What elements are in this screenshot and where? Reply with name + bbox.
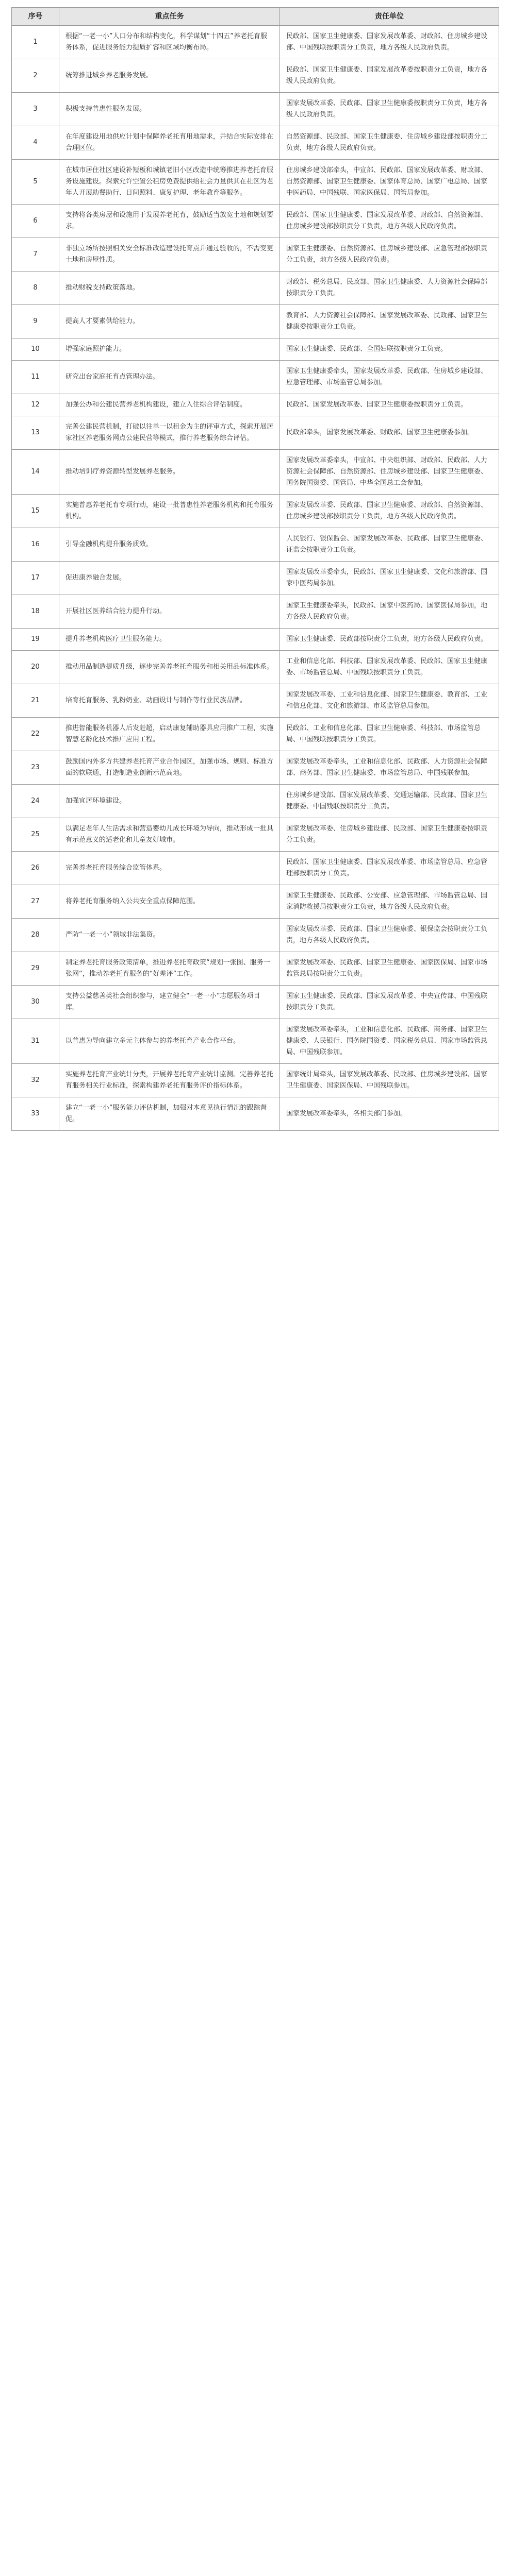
row-task: 完善公建民营机制，打破以往单一以租金为主的评审方式，探索开展居家社区养老服务网点公建民营等模式，推行养老服务综合评估。 xyxy=(59,416,280,450)
table-row xyxy=(12,394,499,416)
row-task: 研究出台家庭托育点管理办法。 xyxy=(59,361,280,394)
table-body xyxy=(12,26,499,1131)
table-row xyxy=(12,751,499,785)
row-unit: 民政部、国家卫生健康委、国家发展改革委、财政部、住房城乡建设部、中国残联按职责分工负责，地方各级人民政府负责。 xyxy=(280,26,499,59)
row-task: 实施普惠养老托育专项行动，建设一批普惠性养老服务机构和托育服务机构。 xyxy=(59,495,280,528)
table-row xyxy=(12,528,499,562)
table-row xyxy=(12,919,499,952)
row-num: 31 xyxy=(12,1019,59,1064)
row-num: 19 xyxy=(12,629,59,651)
row-task: 开展社区医养结合能力提升行动。 xyxy=(59,595,280,629)
row-task: 促进康养融合发展。 xyxy=(59,562,280,595)
row-num: 28 xyxy=(12,919,59,952)
row-unit: 国家卫生健康委、民政部、全国妇联按职责分工负责。 xyxy=(280,338,499,361)
table-row xyxy=(12,651,499,684)
row-task: 加强公办和公建民营养老机构建设，建立入住综合评估制度。 xyxy=(59,394,280,416)
tasks-table xyxy=(11,7,499,1131)
row-task: 提高人才要素供给能力。 xyxy=(59,305,280,338)
table-row xyxy=(12,26,499,59)
row-num: 32 xyxy=(12,1064,59,1097)
table-row xyxy=(12,238,499,272)
row-unit: 国家发展改革委、工业和信息化部、国家卫生健康委、教育部、工业和信息化部、文化和旅游部、市场监管总局参加。 xyxy=(280,684,499,718)
table-row xyxy=(12,718,499,751)
row-task: 制定养老托育服务政策清单，推进养老托育政策“规划一张图、服务一张网”，推动养老托育服务的“好差评”工作。 xyxy=(59,952,280,986)
row-task: 培育托育服务、乳粉奶业、动画设计与制作等行业民族品牌。 xyxy=(59,684,280,718)
row-num: 14 xyxy=(12,450,59,495)
row-unit: 国家发展改革委、住房城乡建设部、民政部、国家卫生健康委按职责分工负责。 xyxy=(280,818,499,852)
row-num: 5 xyxy=(12,160,59,205)
row-unit: 住房城乡建设部牵头，中宣部、民政部、国家发展改革委、财政部、自然资源部、国家卫生健康委、国家体育总局、国家广电总局、国家中医药局、中国残联、国家医保局、国管局参加。 xyxy=(280,160,499,205)
table-row xyxy=(12,595,499,629)
table-row xyxy=(12,416,499,450)
row-task: 推进智能服务机器人后发赶超，启动康复辅助器具应用推广工程，实施智慧老龄化技术推广应用工程。 xyxy=(59,718,280,751)
row-unit: 国家卫生健康委、民政部、国家发展改革委、中央宣传部、中国残联按职责分工负责。 xyxy=(280,986,499,1019)
row-task: 非独立场所按照相关安全标准改造建设托育点并通过验收的，不需变更土地和房屋性质。 xyxy=(59,238,280,272)
row-unit: 国家卫生健康委牵头，民政部、国家中医药局、国家医保局参加，地方各级人民政府负责。 xyxy=(280,595,499,629)
row-task: 加强宜居环境建设。 xyxy=(59,785,280,818)
row-num: 21 xyxy=(12,684,59,718)
row-unit: 民政部、国家卫生健康委、国家发展改革委、财政部、自然资源部、住房城乡建设部按职责分工负责，地方各级人民政府负责。 xyxy=(280,205,499,238)
row-unit: 国家发展改革委、民政部、国家卫生健康委、国家医保局、国家市场监管总局按职责分工负责。 xyxy=(280,952,499,986)
row-num: 25 xyxy=(12,818,59,852)
row-task: 建立“一老一小”服务能力评估机制，加强对本意见执行情况的跟踪督促。 xyxy=(59,1097,280,1131)
row-task: 在年度建设用地供应计划中保障养老托育用地需求，并结合实际安排在合理区位。 xyxy=(59,126,280,160)
table-row xyxy=(12,562,499,595)
row-num: 33 xyxy=(12,1097,59,1131)
row-task: 以满足老年人生活需求和营造婴幼儿成长环境为导向，推动形成一批具有示范意义的适老化和儿童友好城市。 xyxy=(59,818,280,852)
row-unit: 国家发展改革委、民政部、国家卫生健康委、银保监会按职责分工负责，地方各级人民政府负责。 xyxy=(280,919,499,952)
table-row xyxy=(12,818,499,852)
table-row xyxy=(12,1097,499,1131)
row-unit: 自然资源部、民政部、国家卫生健康委、住房城乡建设部按职责分工负责，地方各级人民政府负责。 xyxy=(280,126,499,160)
header-row xyxy=(12,8,499,26)
table-row xyxy=(12,272,499,305)
row-num: 30 xyxy=(12,986,59,1019)
row-unit: 教育部、人力资源社会保障部、国家发展改革委、民政部、国家卫生健康委按职责分工负责。 xyxy=(280,305,499,338)
row-task: 支持公益慈善类社会组织参与，建立健全“一老一小”志愿服务项目库。 xyxy=(59,986,280,1019)
row-num: 20 xyxy=(12,651,59,684)
row-task: 完善养老托育服务综合监管体系。 xyxy=(59,852,280,885)
row-num: 24 xyxy=(12,785,59,818)
table-header xyxy=(12,8,499,26)
row-unit: 国家卫生健康委、民政部、公安部、应急管理部、市场监管总局、国家消防救援局按职责分工负责，地方各级人民政府负责。 xyxy=(280,885,499,919)
table-row xyxy=(12,885,499,919)
row-unit: 国家发展改革委牵头，各相关部门参加。 xyxy=(280,1097,499,1131)
row-task: 推动财税支持政策落地。 xyxy=(59,272,280,305)
row-num: 1 xyxy=(12,26,59,59)
table-row xyxy=(12,1019,499,1064)
header-task: 重点任务 xyxy=(59,8,280,26)
row-num: 4 xyxy=(12,126,59,160)
row-unit: 住房城乡建设部、国家发展改革委、交通运输部、民政部、国家卫生健康委、中国残联按职责分工负责。 xyxy=(280,785,499,818)
table-row xyxy=(12,126,499,160)
row-unit: 民政部、国家卫生健康委、国家发展改革委按职责分工负责，地方各级人民政府负责。 xyxy=(280,59,499,93)
header-unit: 责任单位 xyxy=(280,8,499,26)
row-task: 严防“一老一小”领域非法集资。 xyxy=(59,919,280,952)
row-unit: 人民银行、银保监会、国家发展改革委、民政部、国家卫生健康委、证监会按职责分工负责。 xyxy=(280,528,499,562)
row-unit: 民政部牵头，国家发展改革委、财政部、国家卫生健康委参加。 xyxy=(280,416,499,450)
row-num: 18 xyxy=(12,595,59,629)
row-task: 支持将各类房屋和设施用于发展养老托育，鼓励适当放宽土地和规划要求。 xyxy=(59,205,280,238)
table-row xyxy=(12,785,499,818)
row-task: 统筹推进城乡养老服务发展。 xyxy=(59,59,280,93)
row-task: 根据“一老一小”人口分布和结构变化，科学谋划“十四五”养老托育服务体系，促进服务能力提质扩容和区域均衡布局。 xyxy=(59,26,280,59)
table-row xyxy=(12,629,499,651)
row-num: 27 xyxy=(12,885,59,919)
table-row xyxy=(12,160,499,205)
row-unit: 民政部、国家发展改革委、国家卫生健康委按职责分工负责。 xyxy=(280,394,499,416)
row-unit: 财政部、税务总局、民政部、国家卫生健康委、人力资源社会保障部按职责分工负责。 xyxy=(280,272,499,305)
row-task: 以普惠为导向建立多元主体参与的养老托育产业合作平台。 xyxy=(59,1019,280,1064)
row-unit: 国家发展改革委牵头，工业和信息化部、民政部、人力资源社会保障部、商务部、国家卫生健康委、市场监管总局、中国残联参加。 xyxy=(280,751,499,785)
row-task: 增强家庭照护能力。 xyxy=(59,338,280,361)
table-row xyxy=(12,205,499,238)
row-unit: 工业和信息化部、科技部、国家发展改革委、民政部、国家卫生健康委、市场监管总局、中国残联按职责分工负责。 xyxy=(280,651,499,684)
header-num: 序号 xyxy=(12,8,59,26)
row-task: 将养老托育服务纳入公共安全重点保障范围。 xyxy=(59,885,280,919)
row-num: 22 xyxy=(12,718,59,751)
row-num: 7 xyxy=(12,238,59,272)
row-num: 26 xyxy=(12,852,59,885)
row-unit: 国家发展改革委牵头，中宣部、中央组织部、财政部、民政部、人力资源社会保障部、自然资源部、住房城乡建设部、国家卫生健康委、国务院国资委、国管局、中华全国总工会参加。 xyxy=(280,450,499,495)
row-unit: 民政部、工业和信息化部、国家卫生健康委、科技部、市场监管总局、中国残联按职责分工负责。 xyxy=(280,718,499,751)
row-num: 17 xyxy=(12,562,59,595)
table-row xyxy=(12,852,499,885)
table-row xyxy=(12,93,499,126)
row-unit: 国家发展改革委、民政部、国家卫生健康委按职责分工负责，地方各级人民政府负责。 xyxy=(280,93,499,126)
row-num: 23 xyxy=(12,751,59,785)
row-task: 积极支持普惠性服务发展。 xyxy=(59,93,280,126)
table-row xyxy=(12,338,499,361)
row-num: 8 xyxy=(12,272,59,305)
row-unit: 国家统计局牵头，国家发展改革委、民政部、住房城乡建设部、国家卫生健康委、国家医保局、中国残联参加。 xyxy=(280,1064,499,1097)
table-row xyxy=(12,952,499,986)
row-task: 推动用品制造提质升级，逐步完善养老托育服务和相关用品标准体系。 xyxy=(59,651,280,684)
row-num: 13 xyxy=(12,416,59,450)
table-row xyxy=(12,361,499,394)
table-row xyxy=(12,684,499,718)
row-task: 在城市居住社区建设补短板和城镇老旧小区改造中统筹推进养老托育服务设施建设。探索允许空置公租房免费提供给社会力量供其在社区为老年人开展助餐助行、日间照料、康复护理、老年教育等服务。 xyxy=(59,160,280,205)
row-task: 实施养老托育产业统计分类，开展养老托育产业统计监测。完善养老托育服务相关行业标准，探索构建养老托育服务评价指标体系。 xyxy=(59,1064,280,1097)
row-unit: 国家卫生健康委、民政部按职责分工负责，地方各级人民政府负责。 xyxy=(280,629,499,651)
row-task: 引导金融机构提升服务质效。 xyxy=(59,528,280,562)
table-row xyxy=(12,495,499,528)
row-num: 29 xyxy=(12,952,59,986)
row-task: 鼓励国内外多方共建养老托育产业合作园区，加强市场、规则、标准方面的软联通，打造制造业创新示范高地。 xyxy=(59,751,280,785)
row-num: 10 xyxy=(12,338,59,361)
row-num: 6 xyxy=(12,205,59,238)
row-num: 2 xyxy=(12,59,59,93)
row-num: 12 xyxy=(12,394,59,416)
row-unit: 国家卫生健康委牵头，国家发展改革委、民政部、住房城乡建设部、应急管理部、市场监管总局参加。 xyxy=(280,361,499,394)
row-unit: 国家卫生健康委、自然资源部、住房城乡建设部、应急管理部按职责分工负责，地方各级人民政府负责。 xyxy=(280,238,499,272)
row-task: 推动培训疗养资源转型发展养老服务。 xyxy=(59,450,280,495)
row-num: 15 xyxy=(12,495,59,528)
row-unit: 民政部、国家卫生健康委、国家发展改革委、市场监管总局、应急管理部按职责分工负责。 xyxy=(280,852,499,885)
table-row xyxy=(12,1064,499,1097)
table-row xyxy=(12,986,499,1019)
row-task: 提升养老机构医疗卫生服务能力。 xyxy=(59,629,280,651)
row-num: 9 xyxy=(12,305,59,338)
row-num: 16 xyxy=(12,528,59,562)
table-row xyxy=(12,305,499,338)
row-unit: 国家发展改革委牵头，工业和信息化部、民政部、商务部、国家卫生健康委、人民银行、国务院国资委、国家税务总局、国家市场监管总局、中国残联参加。 xyxy=(280,1019,499,1064)
table-row xyxy=(12,59,499,93)
table-row xyxy=(12,450,499,495)
row-num: 11 xyxy=(12,361,59,394)
row-unit: 国家发展改革委牵头，民政部、国家卫生健康委、文化和旅游部、国家中医药局参加。 xyxy=(280,562,499,595)
row-unit: 国家发展改革委、民政部、国家卫生健康委、财政部、自然资源部、住房城乡建设部按职责分工负责，地方各级人民政府负责。 xyxy=(280,495,499,528)
row-num: 3 xyxy=(12,93,59,126)
